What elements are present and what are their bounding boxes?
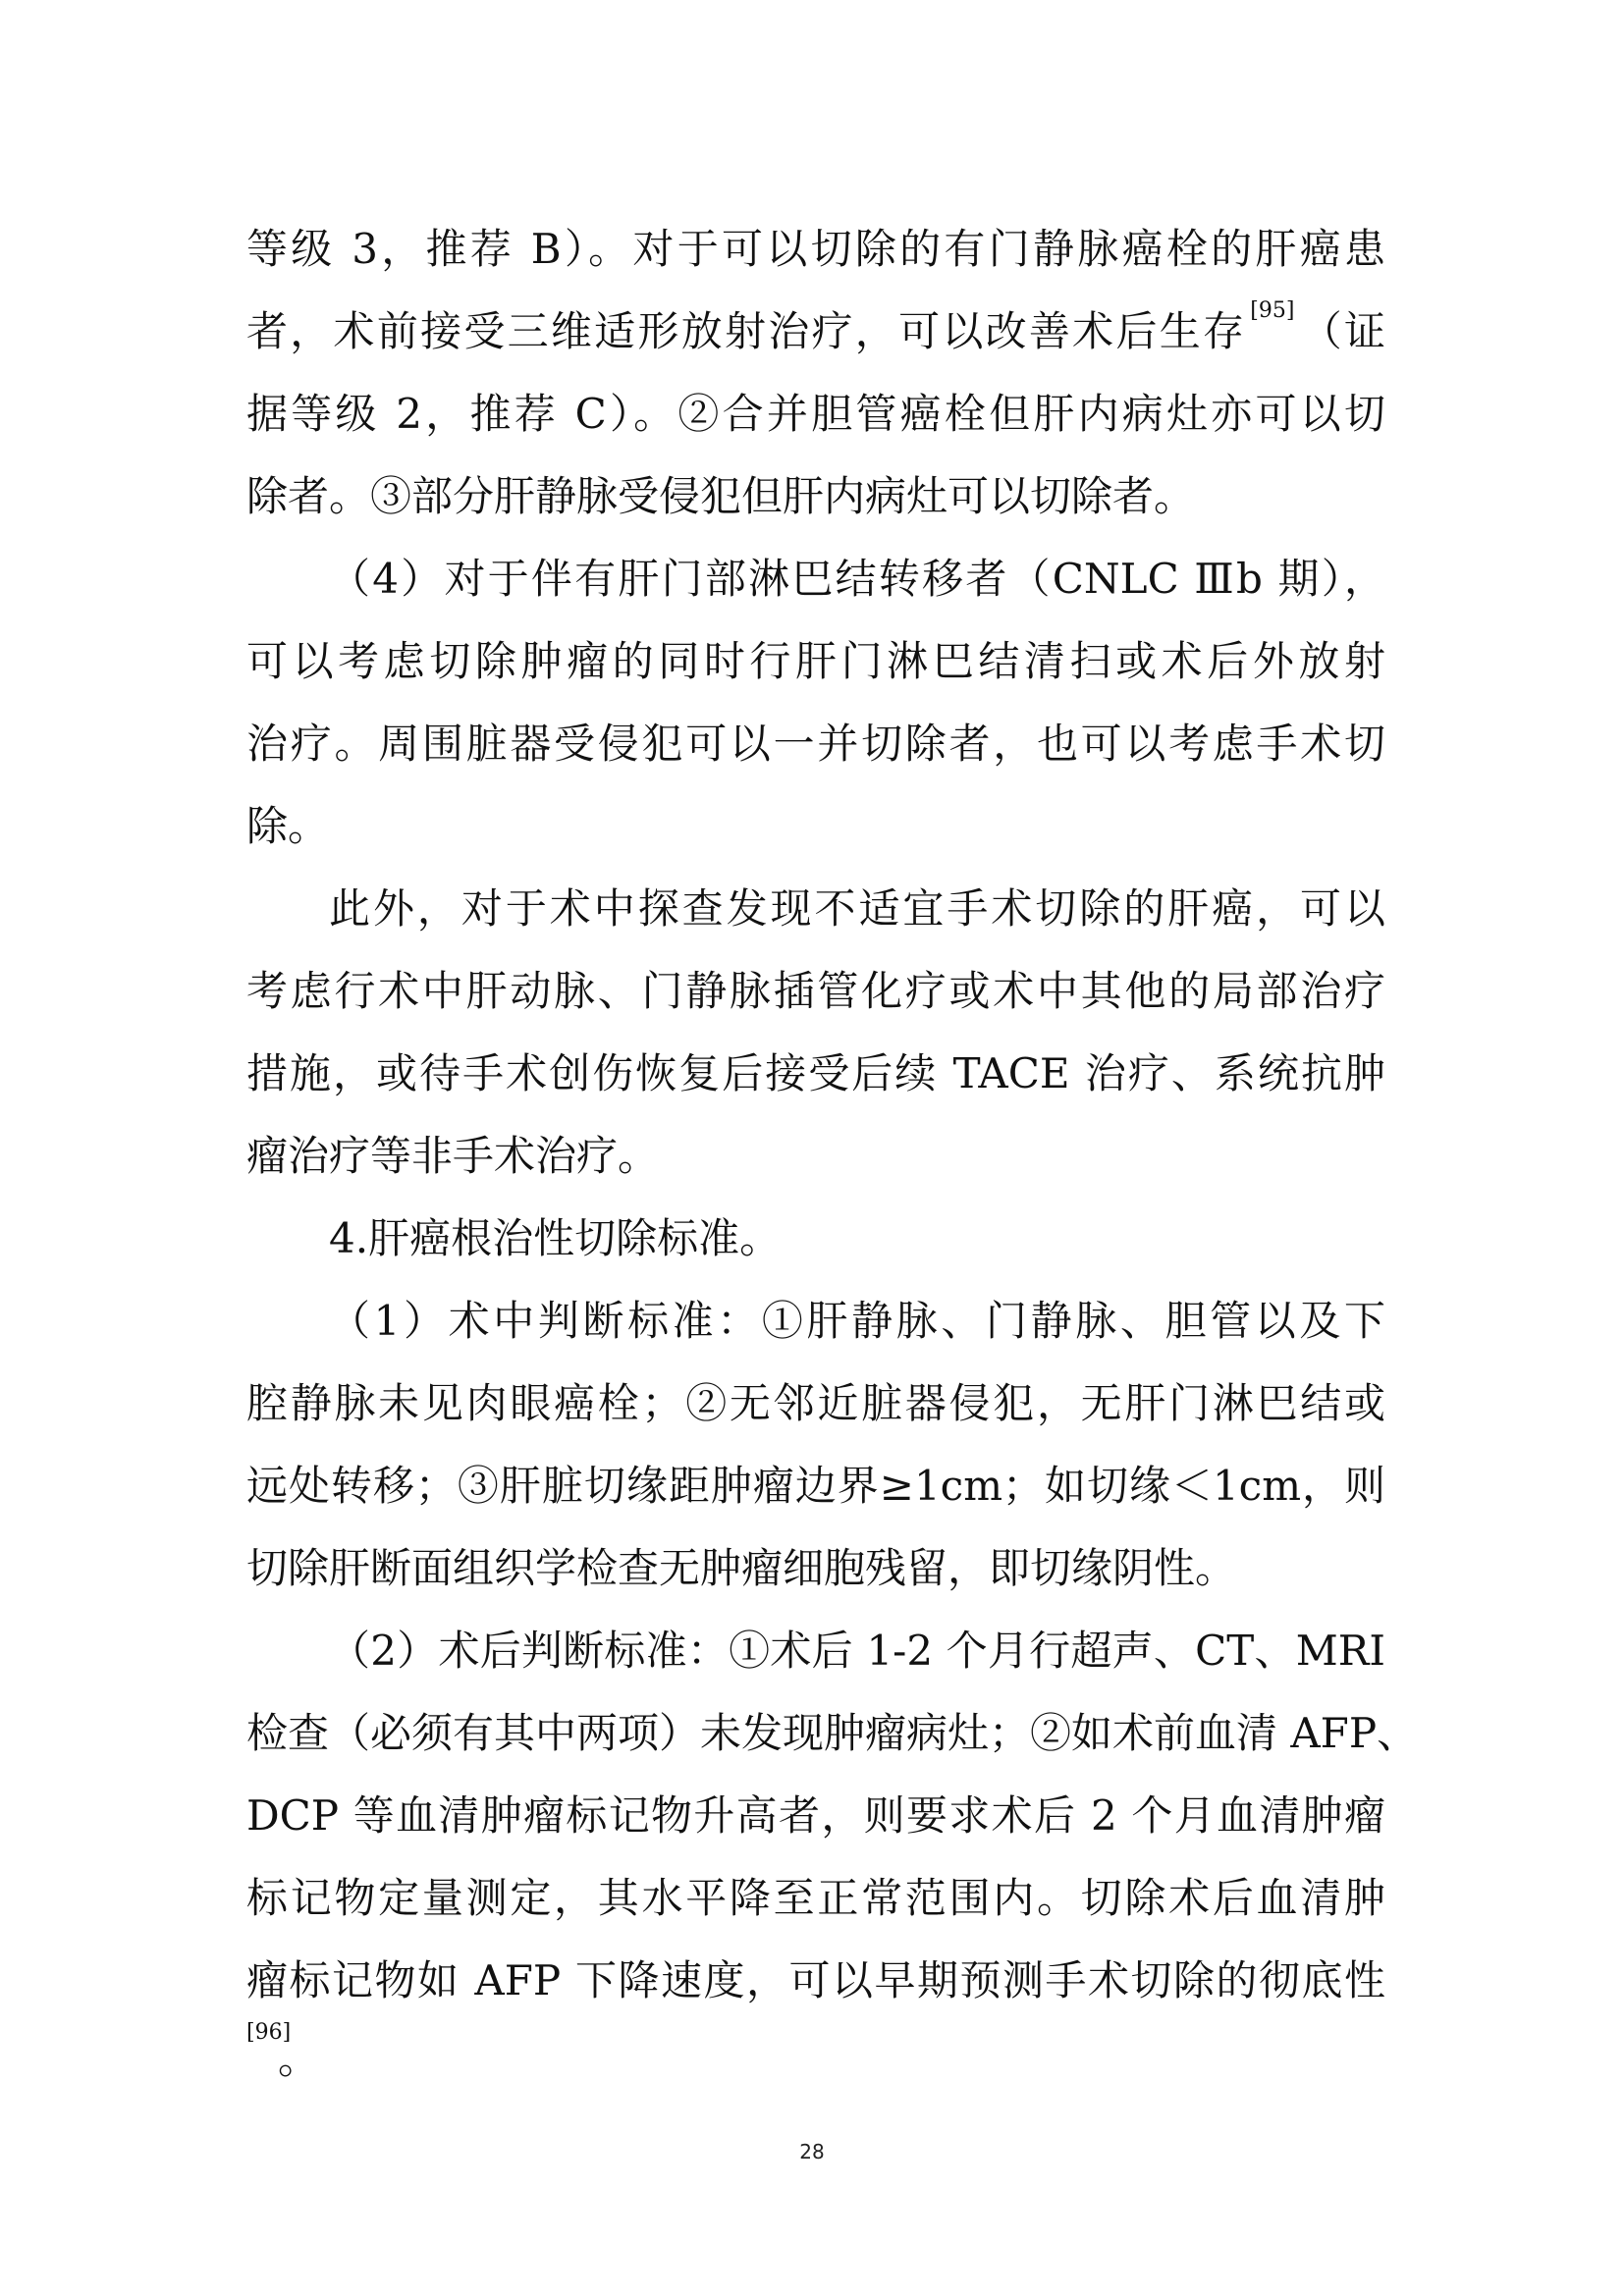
text-line: [96] 。 [246, 2020, 320, 2083]
text-line: DCP 等血清肿瘤标记物升高者，则要求术后 2 个月血清肿瘤 [246, 1791, 1385, 1840]
paragraph-start: 此外，对于术中探查发现不适宜手术切除的肝癌，可以 [329, 884, 1385, 933]
text-line: 检查（必须有其中两项）未发现肿瘤病灶；②如术前血清 AFP、 [246, 1709, 1419, 1757]
text-line: 考虑行术中肝动脉、门静脉插管化疗或术中其他的局部治疗 [246, 967, 1385, 1015]
text-line: 远处转移；③肝脏切缘距肿瘤边界≥1cm；如切缘＜1cm，则 [246, 1462, 1385, 1510]
text-line: 者，术前接受三维适形放射治疗，可以改善术后生存 [95]（证 [246, 298, 1385, 355]
text-line: 可以考虑切除肿瘤的同时行肝门淋巴结清扫或术后外放射 [246, 637, 1385, 685]
section-heading: 4.肝癌根治性切除标准。 [329, 1214, 782, 1262]
paragraph-start: （1）术中判断标准：①肝静脉、门静脉、胆管以及下 [329, 1297, 1385, 1345]
page-number: 28 [799, 2140, 825, 2163]
text-line: 标记物定量测定，其水平降至正常范围内。切除术后血清肿 [246, 1874, 1385, 1922]
text-line: 治疗。周围脏器受侵犯可以一并切除者，也可以考虑手术切 [246, 720, 1385, 768]
text-line: 瘤标记物如 AFP 下降速度，可以早期预测手术切除的彻底性 [246, 1956, 1385, 2004]
text-line: 腔静脉未见肉眼癌栓；②无邻近脏器侵犯，无肝门淋巴结或 [246, 1379, 1385, 1427]
body-text [246, 208, 1419, 2105]
text-line: 措施，或待手术创伤恢复后接受后续 TACE 治疗、系统抗肿 [246, 1049, 1385, 1097]
paragraph-start: （2）术后判断标准：①术后 1-2 个月行超声、CT、MRI [329, 1627, 1385, 1675]
citation-ref: [95] [1250, 298, 1295, 323]
text-line: 瘤治疗等非手术治疗。 [246, 1132, 660, 1180]
text-line: 等级 3，推荐 B）。对于可以切除的有门静脉癌栓的肝癌患 [246, 225, 1385, 273]
paragraph-start: （4）对于伴有肝门部淋巴结转移者（CNLC Ⅲb 期）， [329, 555, 1385, 603]
text-line: 切除肝断面组织学检查无肿瘤细胞残留，即切缘阴性。 [246, 1544, 1237, 1592]
citation-ref: [96] [246, 2020, 292, 2045]
text-line: 除。 [246, 802, 330, 850]
text-line: 除者。③部分肝静脉受侵犯但肝内病灶可以切除者。 [246, 472, 1196, 520]
text-line: 据等级 2，推荐 C）。②合并胆管癌栓但肝内病灶亦可以切 [246, 390, 1385, 438]
